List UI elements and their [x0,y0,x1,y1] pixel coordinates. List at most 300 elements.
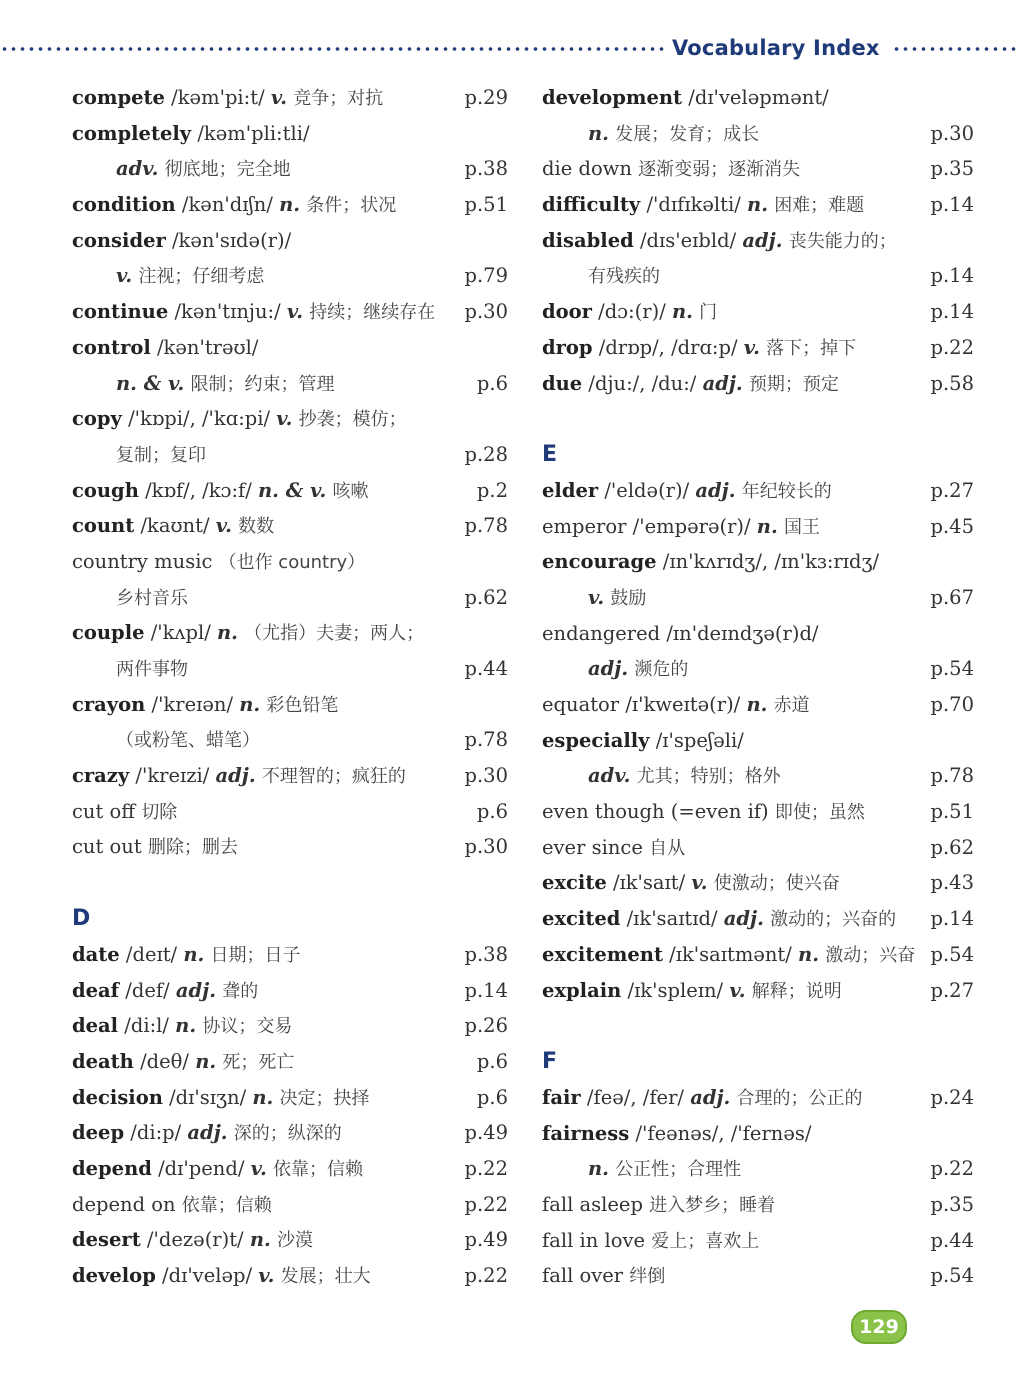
headword-phrase: ever since [542,835,643,859]
header-dots-right [892,42,1020,56]
definition: 乡村音乐 [116,587,188,609]
page-reference: p.49 [464,1121,508,1145]
definition: （尤指）夫妻；两人； [244,623,425,645]
definition: 切除 [141,801,178,823]
phonetic: /'kʌpl/ [150,621,211,645]
definition: 预期；预定 [748,373,839,395]
headword: date [72,942,120,966]
headword: develop [72,1264,156,1287]
section-letter: F [542,1048,558,1074]
definition: 数数 [238,516,275,538]
definition: 落下；掉下 [766,337,857,359]
page-reference: p.35 [930,1192,974,1216]
part-of-speech: n. [747,193,768,217]
index-entry [72,615,508,651]
headword: consider [72,228,166,252]
phonetic: /'dɪfɪkəlti/ [646,193,741,217]
index-entry [72,151,508,187]
section-letter: E [542,441,558,467]
part-of-speech: n. [252,1085,274,1109]
index-entry [542,509,974,545]
index-entry [542,937,974,973]
part-of-speech: adj. [215,764,256,788]
page-reference: p.49 [464,1228,508,1252]
headword: deal [72,1014,119,1038]
definition: 困难；难题 [774,195,865,217]
part-of-speech: adj. [690,1085,731,1109]
header-dots-left [0,42,664,56]
phonetic: /ɪk'saɪt/ [612,871,686,895]
headword: explain [542,978,622,1002]
part-of-speech: adv. [588,764,631,788]
part-of-speech: v. [588,585,605,609]
part-of-speech: v. [729,978,746,1002]
page-reference: p.58 [930,371,974,395]
headword: excited [542,907,621,931]
part-of-speech: v. [258,1264,275,1287]
definition: 抄袭；模仿； [298,409,407,431]
definition: 竞争；对抗 [293,88,384,109]
part-of-speech: adj. [175,978,216,1002]
phonetic: /kən'tɪnju:/ [174,300,281,324]
part-of-speech: n. [279,193,301,217]
definition: 注视；仔细考虑 [138,266,265,288]
page-reference: p.22 [930,335,974,359]
definition: 聋的 [222,980,259,1002]
phonetic: /ɪ'kweɪtə(r)/ [625,693,741,716]
headword: crazy [72,764,130,788]
phonetic: /dɪ'pend/ [158,1156,245,1180]
part-of-speech: n. [798,942,820,966]
page-reference: p.78 [464,728,508,752]
definition: 不理智的；疯狂的 [261,766,406,788]
index-entry [72,1222,508,1258]
page-title: Vocabulary Index [672,36,880,60]
headword-phrase: cut off [72,799,136,823]
part-of-speech: n. [175,1014,197,1038]
phonetic: /feə/, /fer/ [586,1085,684,1109]
index-entry [72,1115,508,1151]
page-reference: p.30 [930,121,974,145]
part-of-speech: v. [743,335,760,359]
page-reference: p.78 [930,764,974,788]
headword: continue [72,300,169,324]
headword: copy [72,407,122,431]
phonetic: /'empərə(r)/ [632,514,751,538]
index-entry [542,330,974,366]
index-entry [72,473,508,509]
index-entry [542,651,974,687]
part-of-speech: n. [756,514,778,538]
part-of-speech: n. [195,1049,217,1073]
phonetic: /drɒp/, /drɑ:p/ [598,335,738,359]
definition: 彩色铅笔 [266,694,339,716]
definition: 删除；删去 [147,837,238,859]
headword: compete [72,86,165,109]
headword: desert [72,1228,141,1252]
page-number-badge: 129 [851,1310,907,1344]
page-reference: p.62 [464,585,508,609]
index-entry [542,616,974,652]
index-entry [542,865,974,901]
definition: 两件事物 [116,659,188,680]
page-reference: p.26 [464,1014,508,1038]
page-reference: p.6 [476,799,508,823]
part-of-speech: n. [249,1228,271,1252]
page-reference: p.6 [476,1049,508,1073]
right-column [542,80,974,1294]
spacer [542,1008,974,1044]
headword: due [542,371,583,395]
headword: excitement [542,942,663,966]
definition: （或粉笔、蜡笔） [116,730,260,752]
phonetic: /ɪk'saɪtɪd/ [626,907,718,931]
headword-phrase: cut out [72,835,142,859]
definition: 发展；壮大 [280,1266,371,1287]
part-of-speech: n. [588,121,609,145]
phonetic: /dɪ'veləp/ [162,1264,253,1287]
phonetic: /kən'trəʊl/ [156,335,259,359]
page-reference: p.30 [464,835,508,859]
spacer [542,401,974,437]
index-entry [72,187,508,223]
part-of-speech: adj. [723,907,764,931]
phonetic: /ɪ'speʃəli/ [655,728,744,752]
headword: difficulty [542,193,641,217]
definition: 合理的；公正的 [736,1087,863,1109]
part-of-speech: adj. [588,657,629,681]
headword: disabled [542,228,634,252]
index-entry [542,830,974,866]
index-entry [72,294,508,330]
part-of-speech: n. [671,300,693,324]
index-entry [542,973,974,1009]
definition: 依靠；信赖 [181,1194,272,1216]
part-of-speech: v. [691,871,708,895]
page-reference: p.67 [930,585,974,609]
section-letter-row [72,901,508,937]
index-entry [542,151,974,187]
index-entry [542,187,974,223]
definition: 死；死亡 [222,1051,295,1073]
index-entry [72,223,508,259]
part-of-speech: n. [588,1157,609,1181]
index-entry [542,1258,974,1294]
index-entry [72,1008,508,1044]
definition: 门 [699,302,718,324]
index-entry [542,1187,974,1223]
headword-phrase: emperor [542,514,627,538]
section-letter-row [542,437,974,473]
phonetic: /'eldə(r)/ [604,478,690,502]
part-of-speech: adj. [695,478,736,502]
part-of-speech: adv. [116,157,159,181]
phonetic: /kən'dɪʃn/ [181,193,273,217]
index-entry [542,294,974,330]
index-entry [72,1151,508,1187]
headword-phrase: fall asleep [542,1192,643,1216]
headword: deep [72,1121,125,1145]
index-entry [542,723,974,759]
definition: 激动的；兴奋的 [770,909,897,931]
headword: death [72,1049,134,1073]
page-reference: p.51 [464,193,508,217]
index-entry [72,1187,508,1223]
page-reference: p.35 [930,157,974,181]
part-of-speech: n. [239,692,261,716]
phonetic: /ɪn'kʌrɪdʒ/, /ɪn'kɜ:rɪdʒ/ [662,550,880,574]
page-reference: p.38 [464,942,508,966]
definition: 濒危的 [634,659,689,681]
index-entry [542,258,974,294]
part-of-speech: adj. [187,1121,228,1145]
phonetic: /dɪ'veləpmənt/ [688,86,829,109]
index-entry [542,580,974,616]
headword-phrase: even though (=even if) [542,800,769,824]
index-entry [72,580,508,616]
index-entry [72,1080,508,1116]
part-of-speech: n. [746,693,768,716]
page-reference: p.54 [930,1264,974,1288]
page-reference: p.14 [930,907,974,931]
headword-phrase: fall in love [542,1228,646,1252]
index-entry [72,366,508,402]
headword: deaf [72,978,120,1002]
page-reference: p.14 [930,193,974,217]
part-of-speech: n. & v. [258,478,327,502]
index-entry [72,508,508,544]
index-entry [542,544,974,580]
phonetic: /dɔ:(r)/ [598,300,666,324]
page-reference: p.22 [464,1156,508,1180]
headword: control [72,335,151,359]
definition: 绊倒 [629,1266,666,1288]
headword-phrase: fall over [542,1264,624,1288]
index-entry [72,330,508,366]
page-reference: p.38 [464,157,508,181]
section-letter-row [542,1044,974,1080]
index-entry [72,116,508,152]
definition: 逐渐变弱；逐渐消失 [638,159,801,181]
spacer [72,865,508,901]
page-reference: p.27 [930,978,974,1002]
page-reference: p.44 [464,657,508,680]
definition: 爱上；喜欢上 [651,1230,760,1252]
definition: 国王 [783,516,820,538]
headword: completely [72,121,192,145]
page-reference: p.22 [464,1264,508,1287]
phonetic: /dɪs'eɪbld/ [639,228,737,252]
section-letter: D [72,905,91,931]
definition: 有残疾的 [588,266,660,288]
index-entry [72,829,508,865]
page-reference: p.30 [464,300,508,324]
headword: couple [72,621,145,645]
index-entry [542,1080,974,1116]
definition: 彻底地；完全地 [164,159,291,181]
headword: drop [542,335,593,359]
index-entry [542,687,974,723]
page-reference: p.6 [476,371,508,395]
index-entry [542,901,974,937]
page-reference: p.51 [930,800,974,824]
page-reference: p.70 [930,693,974,716]
index-entry [72,722,508,758]
headword: encourage [542,550,657,574]
index-entry [542,366,974,402]
page-reference: p.22 [930,1157,974,1181]
part-of-speech: n. & v. [116,371,185,395]
part-of-speech: v. [250,1156,267,1180]
index-entry [542,473,974,509]
definition: 激动；兴奋 [825,944,916,966]
index-entry [72,687,508,723]
phonetic: /kɒf/, /kɔ:f/ [145,478,252,502]
definition: 进入梦乡；睡着 [649,1194,776,1216]
headword: depend [72,1156,152,1180]
phonetic: /kaʊnt/ [140,514,210,538]
definition: 协议；交易 [202,1016,293,1038]
part-of-speech: n. [216,621,238,645]
definition: 决定；抉择 [279,1087,370,1109]
phonetic: /kən'sɪdə(r)/ [171,228,292,252]
definition: 使激动；使兴奋 [713,873,840,895]
index-entry [542,1223,974,1259]
headword: cough [72,478,139,502]
headword-phrase: equator [542,693,620,716]
headword-phrase: depend on [72,1192,176,1216]
phonetic: /dju:/, /du:/ [588,371,697,395]
index-entry [542,1151,974,1187]
index-entry [72,80,508,116]
page-reference: p.62 [930,835,974,859]
phonetic: /ɪk'saɪtmənt/ [669,942,792,966]
definition: 依靠；信赖 [272,1158,363,1180]
definition: 限制；约束；管理 [190,373,335,395]
phonetic: /'feənəs/, /'fernəs/ [635,1121,812,1145]
headword: condition [72,193,176,217]
part-of-speech: adj. [742,228,783,252]
definition: 即使；虽然 [774,802,865,824]
phonetic: /di:l/ [124,1014,169,1038]
definition: 日期；日子 [210,944,301,966]
part-of-speech: v. [276,407,293,431]
page-reference: p.6 [476,1085,508,1109]
page-reference: p.14 [464,978,508,1002]
phonetic: /def/ [125,978,170,1002]
part-of-speech: adj. [702,371,743,395]
index-entry [72,1044,508,1080]
index-entry [542,223,974,259]
index-entry [542,116,974,152]
phonetic: /'dezə(r)t/ [146,1228,244,1252]
definition: 复制；复印 [116,444,206,466]
headword-phrase: country music [72,549,213,573]
page-reference: p.27 [930,478,974,502]
page-reference: p.79 [464,264,508,288]
headword: development [542,86,683,109]
index-entry [72,258,508,294]
phonetic: /di:p/ [130,1121,182,1145]
headword: excite [542,871,607,895]
definition: 条件；状况 [306,195,397,217]
page-reference: p.14 [930,264,974,288]
definition: （也作 country） [218,551,366,573]
page-reference: p.14 [930,300,974,324]
headword-phrase: die down [542,157,632,181]
index-entry [72,651,508,687]
page-reference: p.44 [930,1228,974,1252]
index-entry [72,1258,508,1294]
headword: fairness [542,1121,630,1145]
index-entry [72,401,508,437]
page-reference: p.24 [930,1085,974,1109]
phonetic: /deɪt/ [125,942,178,966]
definition: 解释；说明 [751,980,842,1002]
definition: 年纪较长的 [741,480,832,502]
index-entry [542,80,974,116]
definition: 咳嗽 [332,480,369,502]
definition: 尤其；特别；格外 [636,766,781,788]
definition: 发展；发育；成长 [615,123,760,145]
headword: crayon [72,692,146,716]
phonetic: /ɪk'spleɪn/ [627,978,724,1002]
page-reference: p.54 [930,657,974,681]
headword: especially [542,728,650,752]
definition: 丧失能力的； [788,230,897,252]
index-entry [542,758,974,794]
headword: count [72,514,135,538]
page-reference: p.2 [476,478,508,502]
definition: 鼓励 [610,587,647,609]
page-reference: p.54 [930,942,974,966]
part-of-speech: n. [183,942,205,966]
page-reference: p.22 [464,1192,508,1216]
page-reference: p.78 [464,514,508,538]
definition: 沙漠 [277,1230,314,1252]
page-reference: p.43 [930,871,974,895]
headword: fair [542,1085,581,1109]
phonetic: /deθ/ [140,1049,189,1073]
headword: elder [542,478,599,502]
definition: 持续；继续存在 [309,302,436,324]
page-reference: p.45 [930,514,974,538]
headword: decision [72,1085,163,1109]
definition: 公正性；合理性 [615,1159,742,1181]
index-entry [542,1116,974,1152]
headword-phrase: endangered [542,621,661,645]
index-entry [72,544,508,580]
phonetic: /kəm'pi:t/ [171,86,265,109]
part-of-speech: v. [116,264,133,288]
part-of-speech: v. [270,86,288,109]
page-reference: p.30 [464,764,508,788]
phonetic: /dɪ'sɪʒn/ [169,1085,247,1109]
part-of-speech: v. [286,300,304,324]
phonetic: /ɪn'deɪndʒə(r)d/ [666,621,819,645]
phonetic: /'kɒpi/, /'kɑ:pi/ [128,407,271,431]
definition: 深的；纵深的 [233,1123,342,1145]
page-reference: p.29 [464,86,508,109]
phonetic: /'kreɪzi/ [135,764,210,788]
index-entry [72,973,508,1009]
page-reference: p.28 [464,442,508,466]
index-entry [72,794,508,830]
definition: 自从 [649,837,686,859]
index-entry [72,758,508,794]
left-column [72,80,508,1294]
definition: 赤道 [773,695,810,716]
